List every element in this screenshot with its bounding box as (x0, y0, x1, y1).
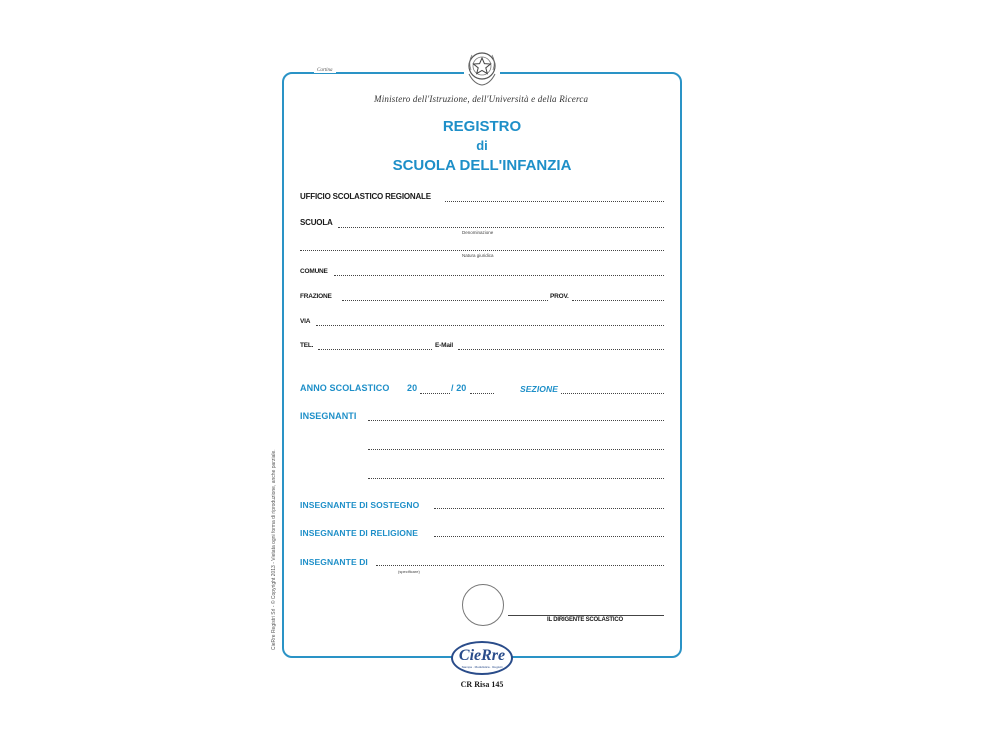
scuola-label: SCUOLA (300, 218, 333, 227)
comune-label: COMUNE (300, 268, 328, 275)
scuola-field[interactable] (338, 227, 664, 228)
email-field[interactable] (458, 349, 664, 350)
insegnante-di-field[interactable] (376, 565, 664, 566)
natura-giuridica-field[interactable] (300, 250, 664, 251)
via-label: VIA (300, 318, 311, 325)
title-registro: REGISTRO (442, 118, 522, 135)
cierre-logo-text: CieRre (458, 646, 506, 664)
denominazione-sublabel: Denominazione (462, 230, 494, 235)
insegnanti-label: INSEGNANTI (300, 411, 357, 421)
specificare-sublabel: (specificare) (398, 569, 420, 574)
natura-giuridica-sublabel: Natura giuridica (462, 253, 494, 258)
year-start-field[interactable] (420, 393, 450, 394)
title-di: di (476, 138, 488, 153)
prov-field[interactable] (572, 300, 664, 301)
frazione-field[interactable] (342, 300, 548, 301)
stamp-circle (462, 584, 504, 626)
tel-label: TEL. (300, 342, 314, 349)
product-code: CR Risa 145 (460, 680, 504, 689)
religione-field[interactable] (434, 536, 664, 537)
tel-field[interactable] (318, 349, 432, 350)
signature-line[interactable] (508, 615, 664, 616)
prov-label: PROV. (550, 293, 569, 300)
sostegno-field[interactable] (434, 508, 664, 509)
corner-note: Cartina (314, 68, 336, 73)
title-scuola-infanzia: SCUOLA DELL'INFANZIA (392, 157, 572, 174)
cierre-logo-sub: Stampa · Modulistica · Registri (461, 664, 503, 669)
insegnante-di-label: INSEGNANTE DI (300, 557, 368, 567)
sostegno-label: INSEGNANTE DI SOSTEGNO (300, 500, 420, 510)
insegnanti-field-2[interactable] (368, 449, 664, 450)
cierre-logo (451, 641, 513, 675)
insegnanti-field-3[interactable] (368, 478, 664, 479)
sezione-label: SEZIONE (520, 384, 559, 394)
ministry-name: Ministero dell'Istruzione, dell'Università e della Ricerca (374, 94, 589, 104)
insegnanti-field-1[interactable] (368, 420, 664, 421)
frazione-label: FRAZIONE (300, 293, 332, 300)
comune-field[interactable] (334, 275, 664, 276)
republic-emblem-icon (464, 48, 500, 88)
year-end-field[interactable] (470, 393, 494, 394)
via-field[interactable] (316, 325, 664, 326)
year-separator: / 20 (451, 383, 467, 393)
religione-label: INSEGNANTE DI RELIGIONE (300, 528, 419, 538)
year-prefix-1: 20 (407, 383, 418, 393)
sezione-field[interactable] (561, 393, 664, 394)
email-label: E-Mail (435, 342, 453, 349)
ufficio-field[interactable] (445, 201, 664, 202)
copyright-note: CieRre Registri Srl - © Copyright 2013 - Vietata ogni forma di riproduzione, anche parziale. (271, 449, 277, 650)
ufficio-label: UFFICIO SCOLASTICO REGIONALE (300, 192, 431, 201)
anno-scolastico-label: ANNO SCOLASTICO (300, 383, 390, 393)
dirigente-label: IL DIRIGENTE SCOLASTICO (547, 617, 623, 623)
